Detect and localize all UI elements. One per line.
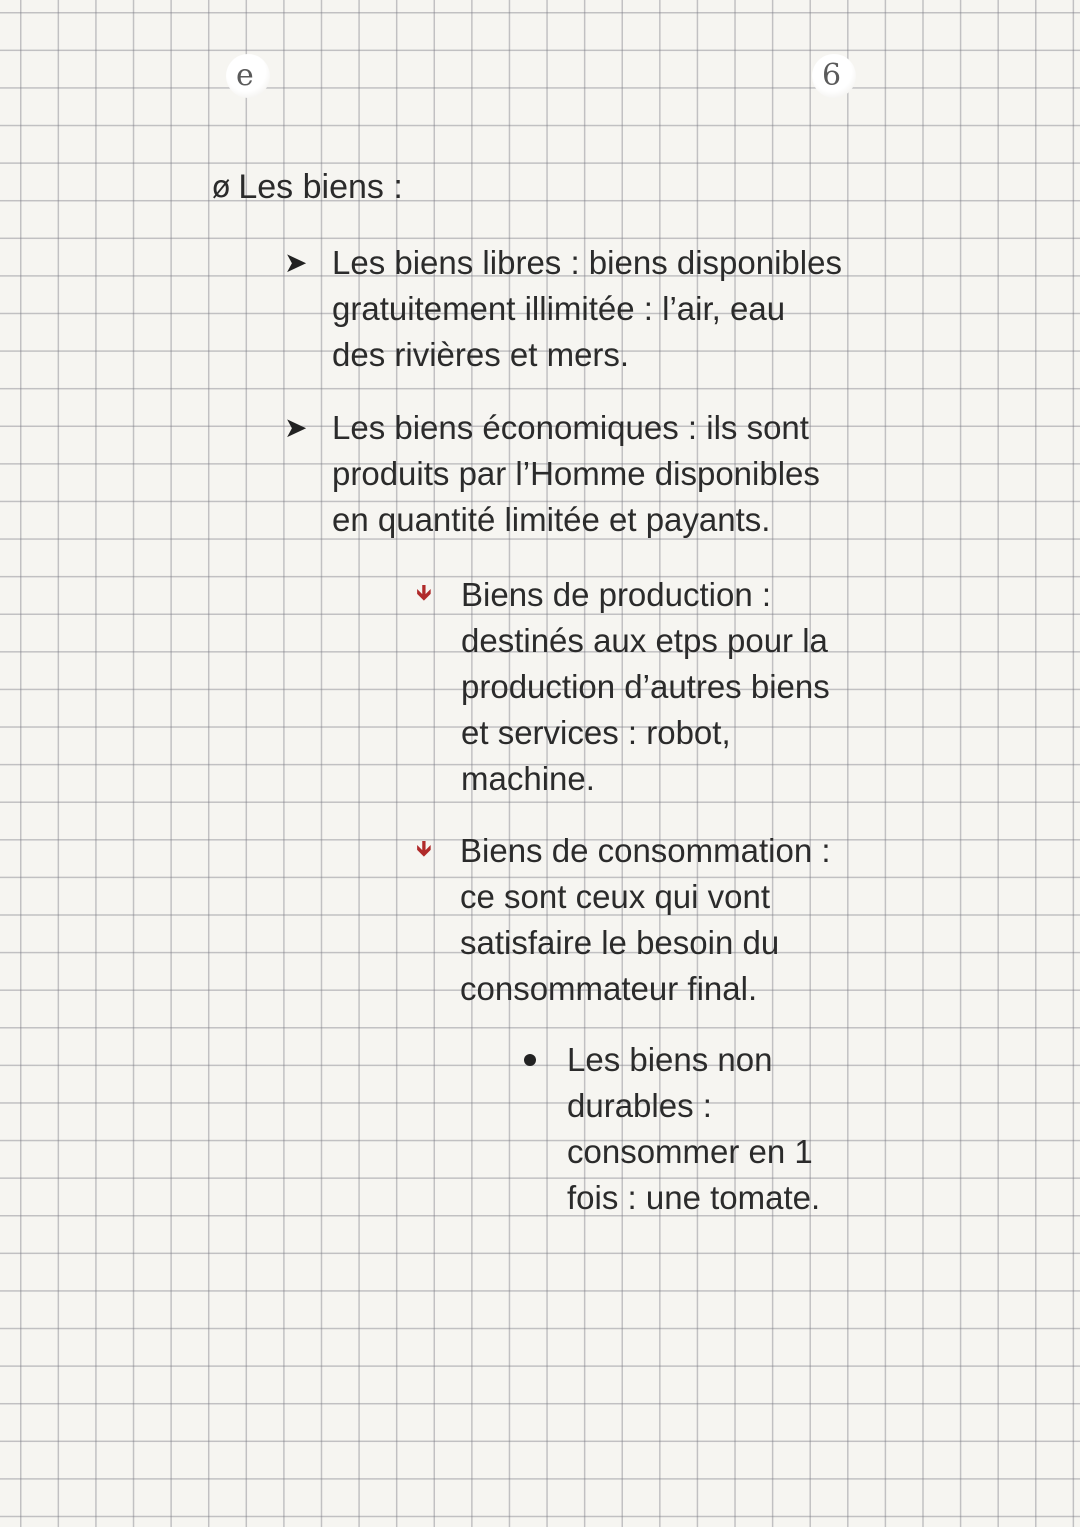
line: Les biens économiques : ils sont xyxy=(332,409,809,446)
line: machine. xyxy=(461,760,595,797)
arrowhead-icon: ➤ xyxy=(284,246,308,279)
line: des rivières et mers. xyxy=(332,336,630,373)
hand-drawn-symbol-icon: ø xyxy=(212,170,231,205)
line: gratuitement illimitée : l’air, eau xyxy=(332,290,786,327)
line: Biens de production : xyxy=(461,576,772,613)
list-item-biens-production xyxy=(461,572,830,802)
down-arrow-icon: 🡻 xyxy=(416,837,432,862)
line: et services : robot, xyxy=(461,714,731,751)
hole-mark-right: 6 xyxy=(822,58,842,93)
line: consommer en 1 xyxy=(567,1133,813,1170)
punch-hole-left xyxy=(226,54,270,98)
list-item-biens-libres xyxy=(332,240,842,378)
dot-icon xyxy=(524,1054,536,1066)
arrowhead-icon: ➤ xyxy=(284,411,308,444)
down-arrow-icon: 🡻 xyxy=(416,581,432,606)
heading-label: Les biens : xyxy=(238,168,403,206)
line: Les biens non xyxy=(567,1041,773,1078)
list-item-biens-non-durables xyxy=(567,1037,820,1221)
punch-hole-right xyxy=(812,54,856,98)
line: Les biens libres : biens disponibles xyxy=(332,244,842,281)
line: durables : xyxy=(567,1087,712,1124)
list-item-biens-consommation xyxy=(460,828,831,1012)
line: consommateur final. xyxy=(460,970,758,1007)
line: production d’autres biens xyxy=(461,668,830,705)
hole-mark-left: e xyxy=(236,58,254,93)
line: ce sont ceux qui vont xyxy=(460,878,771,915)
line: satisfaire le besoin du xyxy=(460,924,780,961)
line: en quantité limitée et payants. xyxy=(332,501,771,538)
line: fois : une tomate. xyxy=(567,1179,821,1216)
line: destinés aux etps pour la xyxy=(461,622,828,659)
section-heading xyxy=(212,168,403,207)
line: Biens de consommation : xyxy=(460,832,831,869)
list-item-biens-economiques xyxy=(332,405,820,543)
line: produits par l’Homme disponibles xyxy=(332,455,820,492)
